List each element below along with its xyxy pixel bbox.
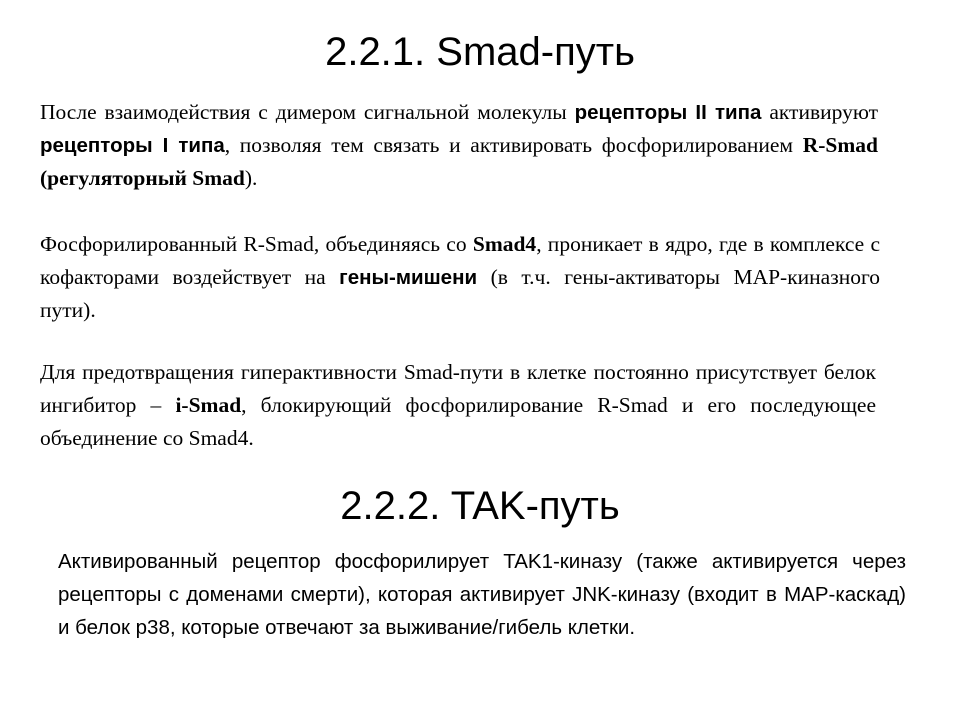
paragraph-smad4 <box>40 228 880 327</box>
bold-term: рецепторы II типа <box>574 101 762 124</box>
text-span: , позволяя тем связать и активировать фосфорилированием <box>224 133 803 157</box>
paragraph-inhibitor <box>40 356 876 455</box>
bold-term: гены-мишени <box>339 266 478 289</box>
bold-term: рецепторы I типа <box>40 134 225 157</box>
text-span: активируют <box>761 100 878 124</box>
paragraph-receptors <box>40 96 878 195</box>
text-span: Для предотвращения гиперактивности Smad-пути в клетке постоянно присутствует белок ингибитор – <box>40 360 876 417</box>
section-title-tak: 2.2.2. TAK-путь <box>340 484 620 528</box>
text-span: Фосфорилированный R-Smad, объединяясь со <box>40 232 473 256</box>
bold-term: i-Smad <box>175 393 242 417</box>
bold-term: R-Smad (регуляторный Smad <box>40 133 878 190</box>
paragraph-tak: Активированный рецептор фосфорилирует TAK1-киназу (также активируется через рецепторы с доменами смерти), которая активирует JNK-киназу (входит в MAP-каскад) и белок р38, которые отвечают за выживание/гибель клетки. <box>58 550 906 639</box>
text-span: После взаимодействия с димером сигнальной молекулы <box>40 100 575 124</box>
text-span: , блокирующий фосфорилирование R-Smad и его последующее объединение со Smad4. <box>40 393 876 450</box>
section-title-smad: 2.2.1. Smad-путь <box>325 30 635 74</box>
bold-term: Smad4 <box>472 232 537 256</box>
text-span: , проникает в ядро, где в комплексе с кофакторами воздействует на <box>40 232 881 289</box>
text-span: ). <box>244 166 258 190</box>
text-span: (в т.ч. гены-активаторы MAP-киназного пути). <box>40 265 880 322</box>
